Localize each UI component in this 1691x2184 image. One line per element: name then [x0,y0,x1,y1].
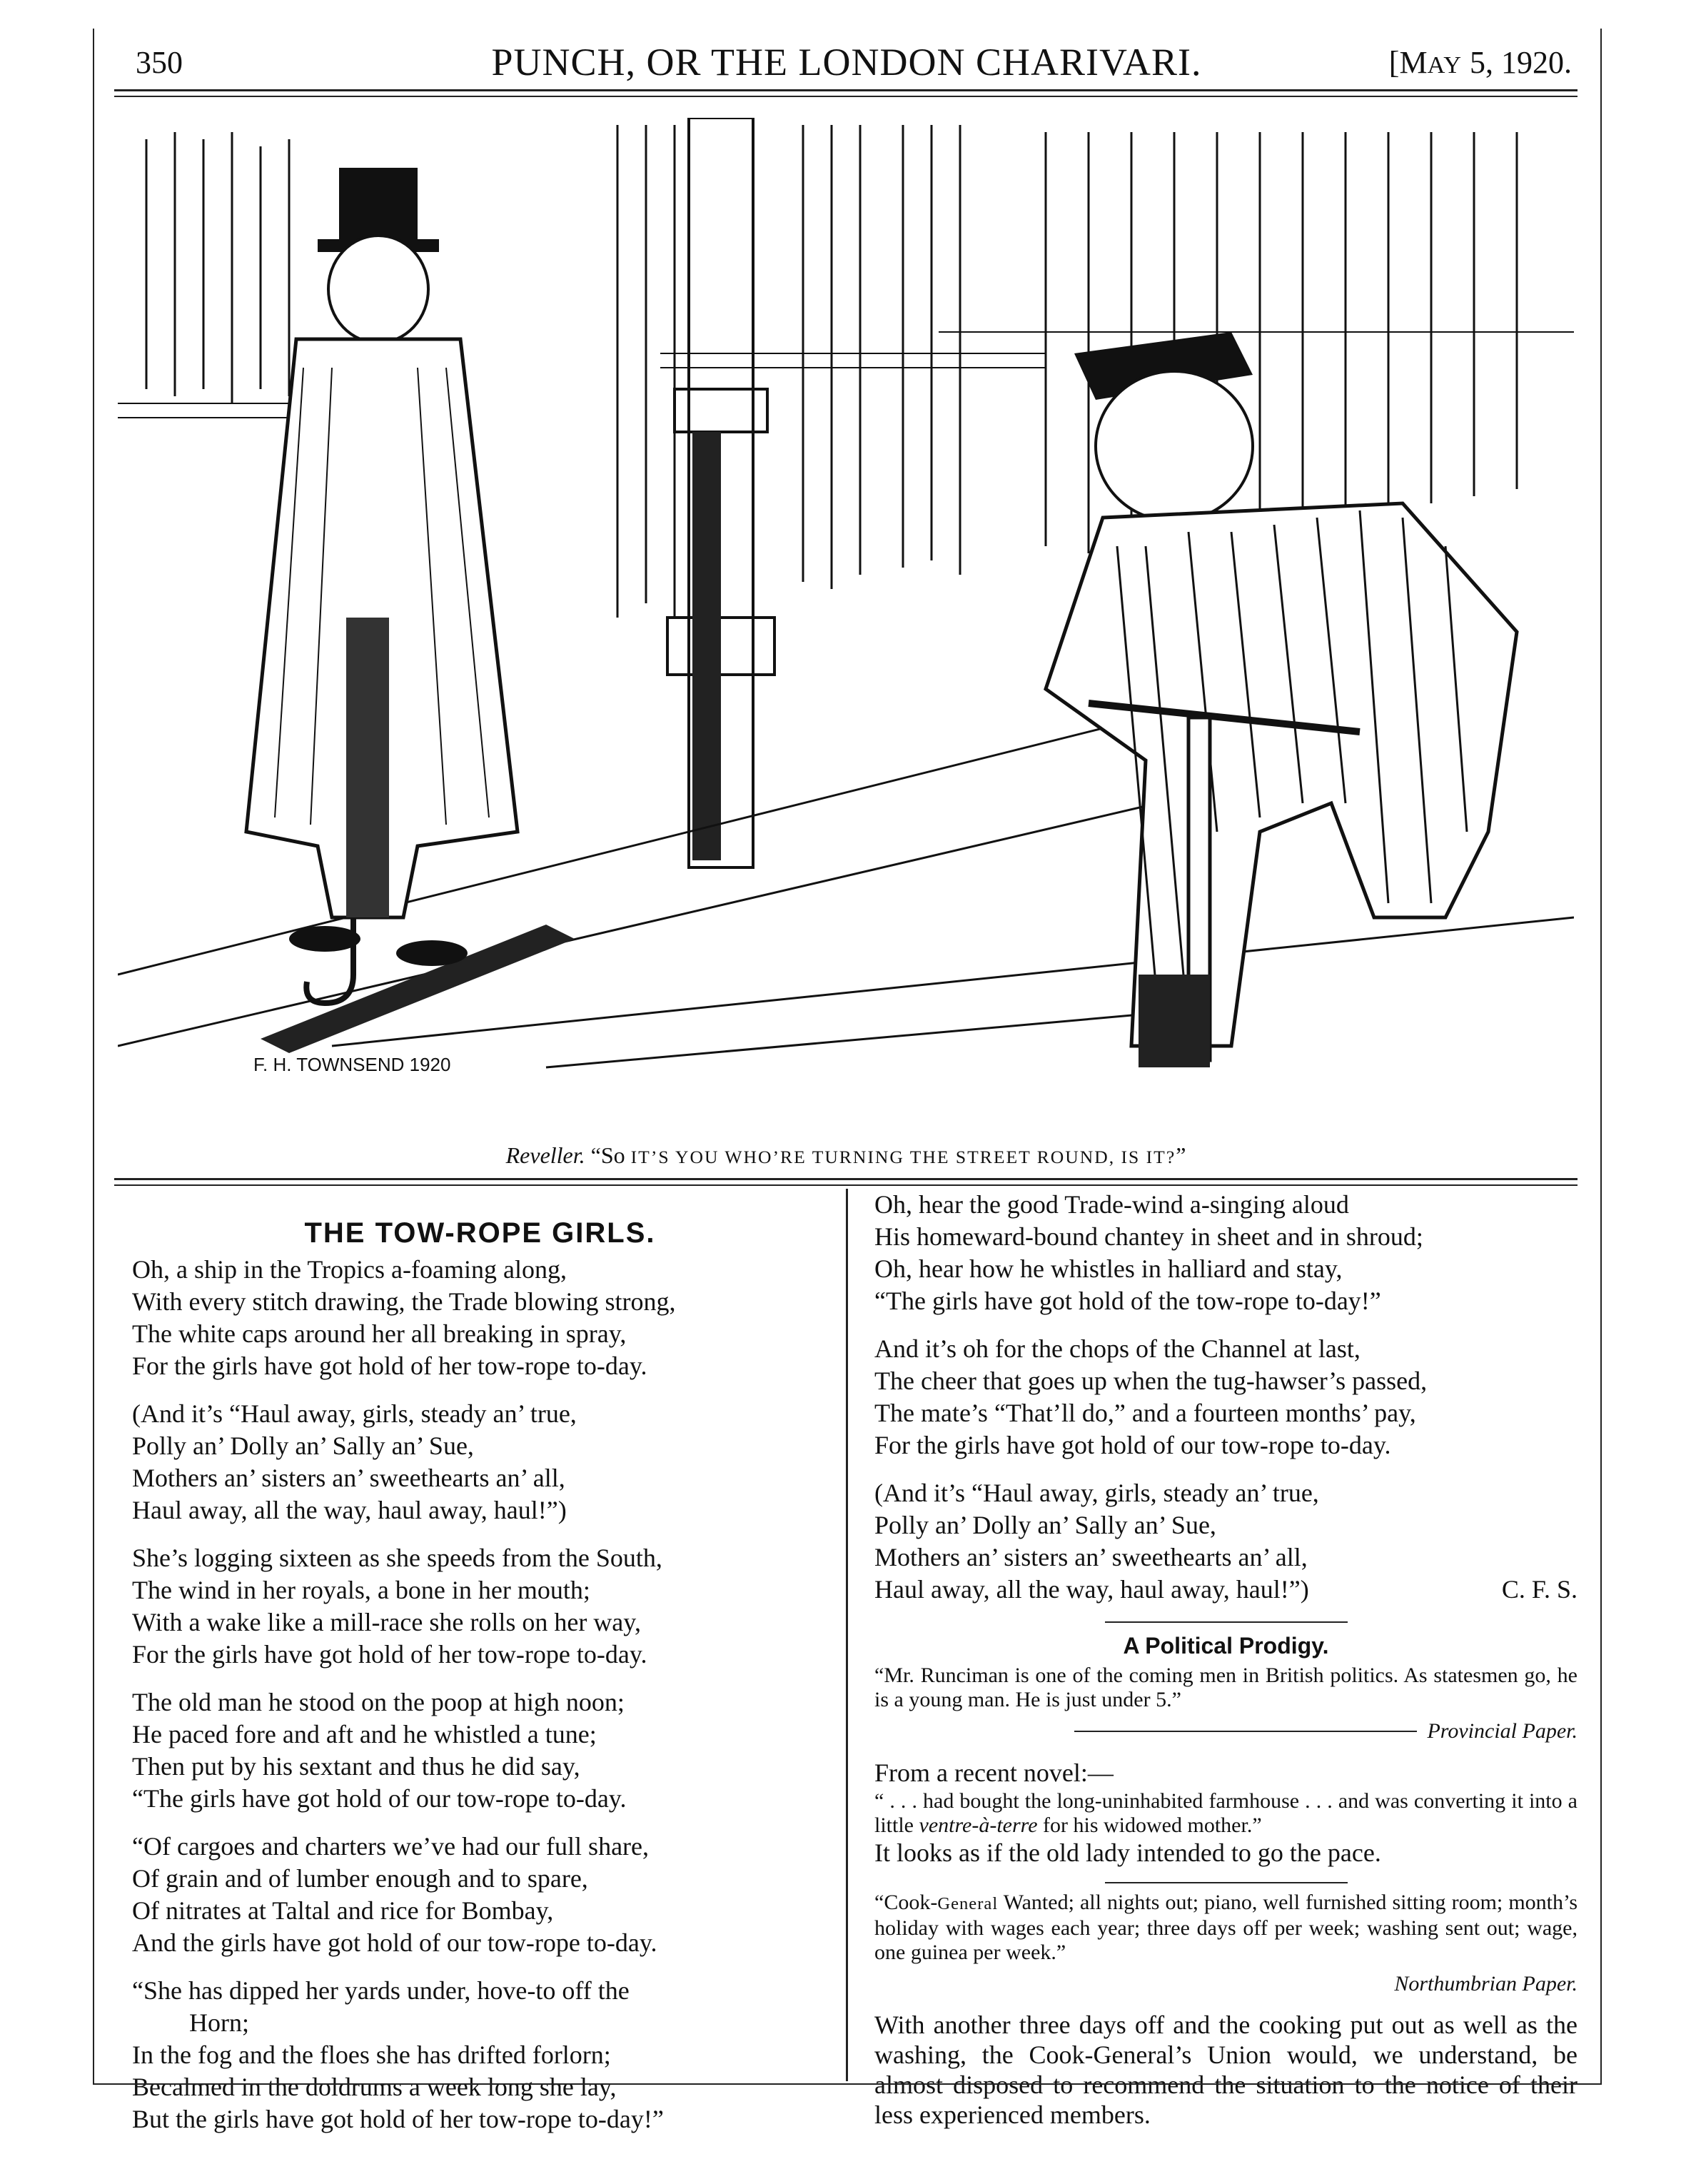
poem-title: THE TOW-ROPE GIRLS. [304,1217,656,1249]
poem-line: Mothers an’ sisters an’ sweethearts an’ all, [132,1464,565,1492]
left-column [132,1189,828,2151]
stanza [874,1333,1578,1461]
poem-line: Of grain and of lumber enough and to spare, [132,1864,588,1893]
stanza [132,1686,828,1815]
poem-line: “The girls have got hold of our tow-rope to-day. [132,1784,627,1813]
poem-line: The white caps around her all breaking in spray, [132,1319,627,1348]
poem-line: He paced fore and aft and he whistled a tune; [132,1720,597,1748]
prodigy-source: Provincial Paper. [874,1715,1578,1747]
poem-author: C. F. S. [1501,1575,1578,1604]
poem-line: Haul away, all the way, haul away, haul!”) [874,1575,1309,1604]
poem-line: With a wake like a mill-race she rolls on her way, [132,1608,641,1636]
poem-line: Polly an’ Dolly an’ Sally an’ Sue, [132,1431,474,1460]
running-title: PUNCH, OR THE LONDON CHARIVARI. [491,41,1202,84]
novel-quote: “ . . . had bought the long-uninhabited farmhouse . . . and was converting it into a little ventre-à-terre for his widowed mother.” [874,1789,1578,1837]
poem-line: Oh, hear the good Trade-wind a-singing aloud [874,1190,1349,1219]
poem-line: For the girls have got hold of her tow-rope to-day. [132,1352,647,1380]
prodigy-title: A Political Prodigy. [1123,1633,1329,1659]
poem-line: (And it’s “Haul away, girls, steady an’ true, [132,1399,577,1428]
cook-source: Northumbrian Paper. [1394,1972,1578,1996]
cartoon-illustration [118,118,1574,1124]
issue-date: [MAY 5, 1920. [1388,45,1572,80]
cook-comment: With another three days off and the cooking put out as well as the washing, the Cook-General’s Union would, we understand, be almost disposed to recommend the situation to the notice of their less experienced members. [874,2011,1578,2129]
poem-line: (And it’s “Haul away, girls, steady an’ true, [874,1479,1319,1507]
poem-line: His homeward-bound chantey in sheet and in shroud; [874,1222,1423,1251]
poem-line: “She has dipped her yards under, hove-to off the [132,1976,630,2005]
stanza [874,1477,1578,1606]
poem-line: But the girls have got hold of her tow-rope to-day!” [132,2105,664,2133]
novel-intro: From a recent novel:— [874,1758,1114,1787]
right-column [874,1189,1578,2130]
header-rule [114,89,1578,97]
poem-line: Polly an’ Dolly an’ Sally an’ Sue, [874,1511,1216,1539]
poem-line: She’s logging sixteen as she speeds from the South, [132,1544,662,1572]
poem-last-line [874,1574,1578,1606]
cook-quote: “Cook-General Wanted; all nights out; piano, well furnished sitting room; month’s holiday with wages each year; three days off per week; washing sent out; wage, one guinea per week.” [874,1891,1578,1964]
novel-comment: It looks as if the old lady intended to go the pace. [874,1838,1381,1867]
poem-line: And it’s oh for the chops of the Channel at last, [874,1334,1361,1363]
poem-line: Then put by his sextant and thus he did say, [132,1752,580,1781]
poem-line: The mate’s “That’ll do,” and a fourteen months’ pay, [874,1399,1416,1427]
section-rule [1105,1882,1348,1883]
poem-line: For the girls have got hold of her tow-rope to-day. [132,1640,647,1669]
caption-rule [114,1178,1578,1186]
poem-line: With every stitch drawing, the Trade blowing strong, [132,1287,676,1316]
poem-line: Haul away, all the way, haul away, haul!”) [132,1496,567,1524]
page-header [93,37,1600,87]
stanza [132,1254,828,1382]
poem-line: Oh, a ship in the Tropics a-foaming along, [132,1255,567,1284]
prodigy-quote: “Mr. Runciman is one of the coming men in British politics. As statesmen go, he is a young man. He is just under 5.” [874,1664,1578,1711]
section-rule [1105,1621,1348,1623]
page-number: 350 [136,45,183,80]
column-divider [846,1189,848,2081]
poem-line: Mothers an’ sisters an’ sweethearts an’ all, [874,1543,1308,1571]
stanza [132,1831,828,1959]
poem-line: The wind in her royals, a bone in her mouth; [132,1576,590,1604]
stanza [132,1542,828,1671]
poem-line: “Of cargoes and charters we’ve had our full share, [132,1832,650,1861]
stanza [132,1975,828,2135]
cartoon-caption: Reveller. “So IT’S YOU WHO’RE TURNING THE STREET ROUND, IS IT?” [505,1142,1186,1168]
poem-line: Of nitrates at Taltal and rice for Bombay, [132,1896,554,1925]
poem-line: The cheer that goes up when the tug-hawser’s passed, [874,1367,1428,1395]
poem-line: Oh, hear how he whistles in halliard and stay, [874,1254,1343,1283]
poem-line: For the girls have got hold of our tow-rope to-day. [874,1431,1391,1459]
poem-line: In the fog and the floes she has drifted forlorn; [132,2040,611,2069]
stanza [874,1189,1578,1317]
poem-line: The old man he stood on the poop at high noon; [132,1688,625,1716]
poem-line: Horn; [189,2008,249,2037]
artist-signature: F. H. TOWNSEND 1920 [253,1054,451,1075]
bottom-rule [93,2083,1600,2085]
poem-line: Becalmed in the doldrums a week long she lay, [132,2073,617,2101]
poem-line: “The girls have got hold of the tow-rope to-day!” [874,1287,1381,1315]
poem-line: And the girls have got hold of our tow-rope to-day. [132,1928,657,1957]
stanza [132,1398,828,1526]
